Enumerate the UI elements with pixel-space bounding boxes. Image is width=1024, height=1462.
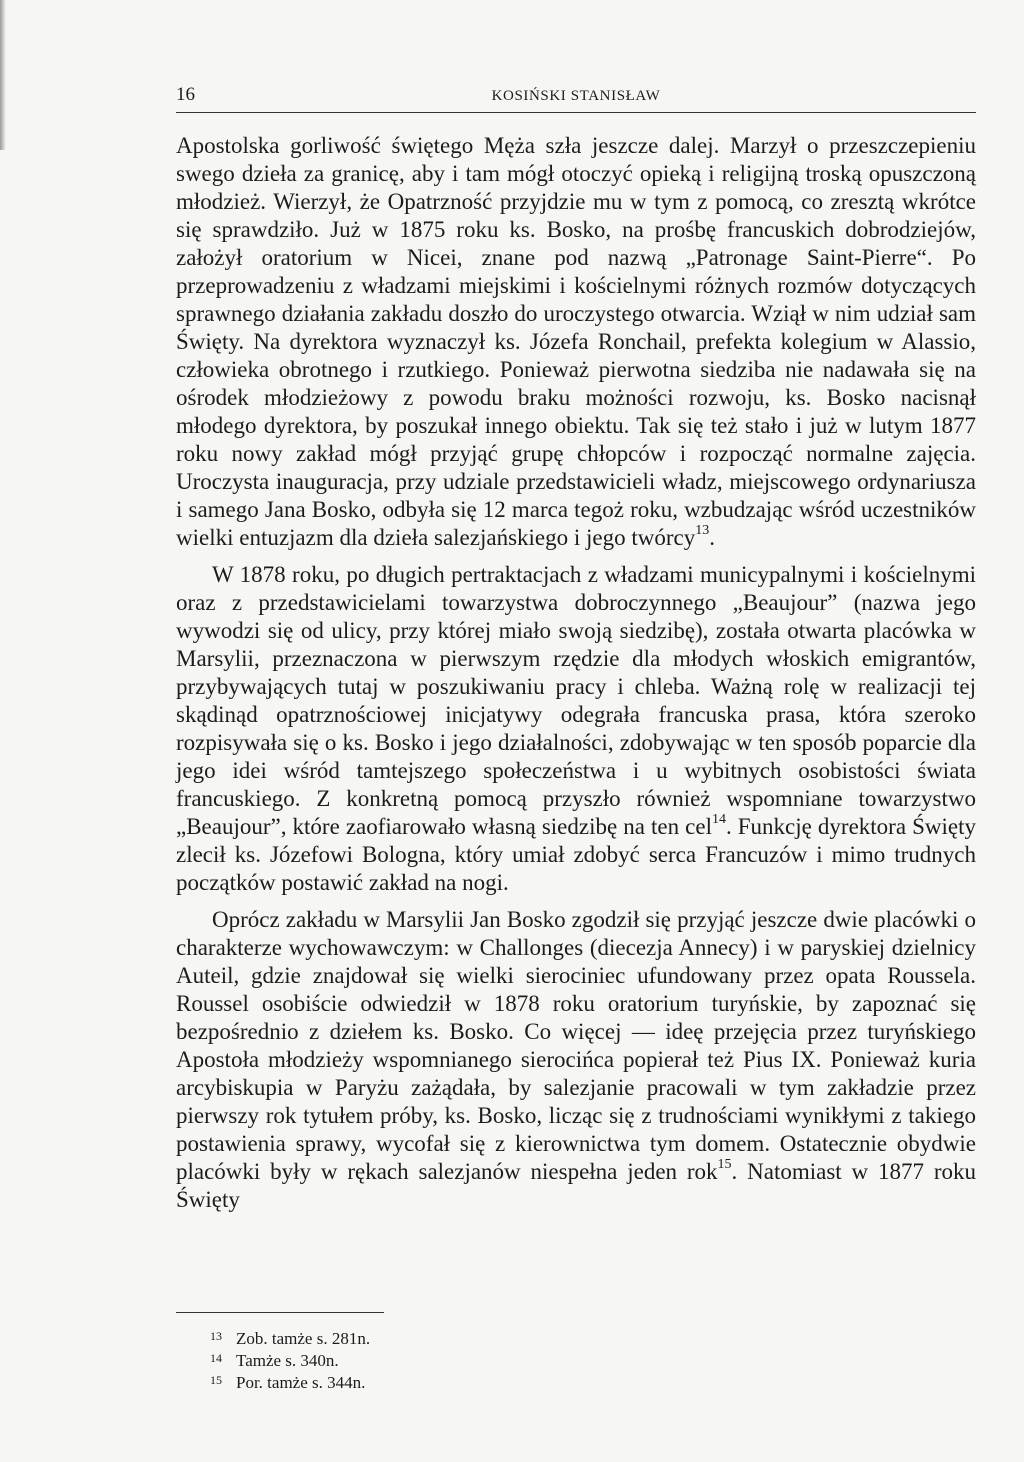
- footnote-text: Por. tamże s. 344n.: [236, 1373, 366, 1392]
- paragraph-1-tail: .: [709, 525, 715, 550]
- paragraph-2: [176, 561, 976, 897]
- paragraph-1: [176, 132, 976, 552]
- footnote-number: 14: [210, 1351, 222, 1365]
- paragraph-2-text: W 1878 roku, po długich pertraktacjach z władzami municypalnymi i kościelnymi oraz z przedstawicielami towarzystwa dobroczynnego „Beaujour” (nazwa jego wywodzi się od ulicy, przy której miało swoją siedzibę), została otwarta placówka w Marsylii, przeznaczona w pierwszym rzędzie dla młodych włoskich emigrantów, przybywających tutaj w poszukiwaniu pracy i chleba. Ważną rolę w realizacji tej skądinąd opatrznościowej inicjatywy odegrała francuska prasa, która szeroko rozpisywała się o ks. Bosko i jego działalności, zdobywając w ten sposób poparcie dla jego idei wśród tamtejszego społeczeństwa i u wybitnych osobistości świata francuskiego. Z konkretną pomocą przyszło również wspomniane towarzystwo „Beaujour”, które zaofiarowało własną siedzibę na ten cel: [176, 562, 976, 839]
- footnote-14: [210, 1350, 910, 1372]
- running-head: KOSIŃSKI STANISŁAW: [491, 88, 661, 104]
- header-rule: [176, 112, 976, 113]
- paragraph-2-tail: . Funkcję dyrektora Święty zlecił ks. Józefowi Bologna, który umiał zdobyć serca Francuzów i mimo trudnych początków postawić zakład na nogi.: [176, 814, 976, 895]
- footnote-number: 15: [210, 1373, 222, 1387]
- footnote-rule: [176, 1312, 384, 1313]
- scan-edge-shadow: [0, 0, 6, 150]
- body-text: [176, 132, 976, 1214]
- footnote-13: [210, 1328, 910, 1350]
- footnote-ref-14: 14: [711, 812, 726, 828]
- page-number: 16: [176, 84, 195, 105]
- paragraph-3-text: Oprócz zakładu w Marsylii Jan Bosko zgodził się przyjąć jeszcze dwie placówki o charakterze wychowawczym: w Challonges (diecezja Annecy) i w paryskiej dzielnicy Auteil, gdzie znajdował się wielki sierociniec ufundowany przez opata Roussela. Roussel osobiście odwiedził w 1878 roku oratorium turyńskie, by zapoznać się bezpośrednio z dziełem ks. Bosko. Co więcej — ideę przejęcia przez turyńskiego Apostoła młodzieży wspomnianego sierocińca popierał też Pius IX. Ponieważ kuria arcybiskupia w Paryżu zażądała, by salezjanie pracowali w tym zakładzie przez pierwszy rok tytułem próby, ks. Bosko, licząc się z trudnościami wynikłymi z takiego postawienia sprawy, wycofał się z kierownictwa tym domem. Ostatecznie obydwie placówki były w rękach salezjanów niespełna jeden rok: [176, 907, 976, 1184]
- page-header: [176, 84, 976, 112]
- footnotes: [210, 1328, 910, 1394]
- paragraph-3: [176, 906, 976, 1214]
- footnote-ref-15: 15: [717, 1157, 732, 1173]
- paragraph-3-tail: . Natomiast w 1877 roku Święty: [176, 1159, 977, 1212]
- paragraph-1-text: Apostolska gorliwość świętego Męża szła jeszcze dalej. Marzył o przeszczepieniu swego dzieła za granicę, aby i tam mógł otoczyć opieką i religijną troską opuszczoną młodzież. Wierzył, że Opatrzność przyjdzie mu w tym z pomocą, co zresztą wkrótce się sprawdziło. Już w 1875 roku ks. Bosko, na prośbę francuskich dobrodziejów, założył oratorium w Nicei, znane pod nazwą „Patronage Saint-Pierre“. Po przeprowadzeniu z władzami miejskimi i kościelnymi różnych rozmów dotyczących sprawnego działania zakładu doszło do uroczystego otwarcia. Wziął w nim udział sam Święty. Na dyrektora wyznaczył ks. Józefa Ronchail, prefekta kolegium w Alassio, człowieka obrotnego i rzutkiego. Ponieważ pierwotna siedziba nie nadawała się na ośrodek młodzieżowy z powodu braku możności rozwoju, ks. Bosko nacisnął młodego dyrektora, by poszukał innego obiektu. Tak się też stało i już w lutym 1877 roku nowy zakład mógł przyjąć grupę chłopców i rozpocząć normalne zajęcia. Uroczysta inauguracja, przy udziale przedstawicieli władz, miejscowego ordynariusza i samego Jana Bosko, odbyła się 12 marca tegoż roku, wzbudzając wśród uczestników wielki entuzjazm dla dzieła salezjańskiego i jego twórcy: [176, 133, 976, 550]
- footnote-number: 13: [210, 1329, 222, 1343]
- footnote-text: Tamże s. 340n.: [236, 1351, 339, 1370]
- footnote-ref-13: 13: [695, 523, 710, 539]
- footnote-text: Zob. tamże s. 281n.: [236, 1329, 371, 1348]
- footnote-15: [210, 1372, 910, 1394]
